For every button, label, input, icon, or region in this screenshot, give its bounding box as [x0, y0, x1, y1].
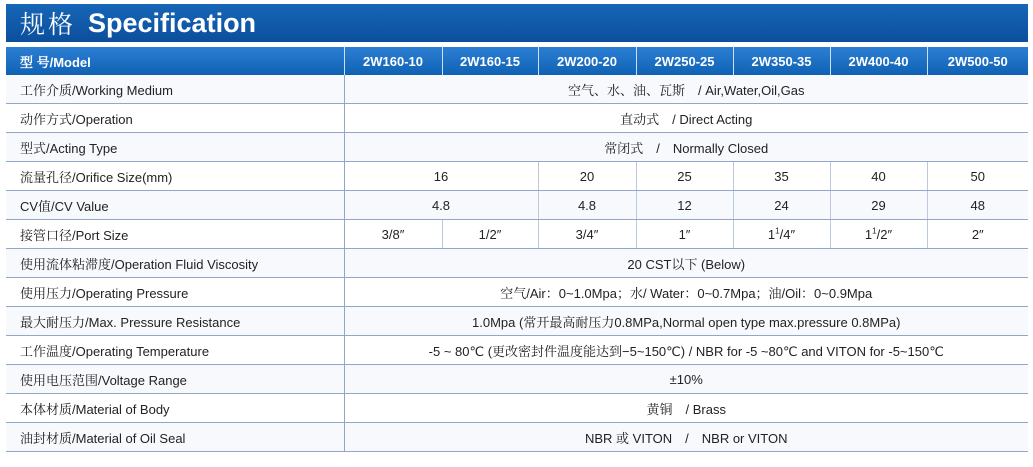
row-value: NBR 或 VITON / NBR or VITON [344, 423, 1028, 452]
model-header-cell: 2W160-15 [442, 47, 538, 75]
model-header-label: 型 号/Model [6, 47, 344, 75]
table-row [6, 104, 1028, 133]
row-label: 工作温度/Operating Temperature [6, 336, 344, 365]
title-english: Specification [88, 7, 257, 38]
row-value: 20 CST以下 (Below) [344, 249, 1028, 278]
row-value: ±10% [344, 365, 1028, 394]
row-label: 最大耐压力/Max. Pressure Resistance [6, 307, 344, 336]
table-row [6, 220, 1028, 249]
port-rest: /4″ [779, 226, 796, 242]
row-label: 本体材质/Material of Body [6, 394, 344, 423]
model-header-cell: 2W200-20 [538, 47, 636, 75]
row-value: 40 [830, 162, 927, 191]
model-header-cell: 2W350-35 [733, 47, 830, 75]
row-value: 3/4″ [538, 220, 636, 249]
table-row [6, 162, 1028, 191]
port-sup: 1 [775, 226, 780, 236]
port-rest: /2″ [876, 226, 893, 242]
row-label: 油封材质/Material of Oil Seal [6, 423, 344, 452]
title-chinese: 规格 [20, 10, 77, 39]
row-value: 4.8 [344, 191, 538, 220]
row-value: 2″ [927, 220, 1028, 249]
row-label: 使用流体粘滞度/Operation Fluid Viscosity [6, 249, 344, 278]
row-value: 黄铜 / Brass [344, 394, 1028, 423]
table-row [6, 336, 1028, 365]
row-value: 3/8″ [344, 220, 442, 249]
table-row [6, 191, 1028, 220]
table-row [6, 365, 1028, 394]
row-value: 1″ [636, 220, 733, 249]
row-value: 常闭式 / Normally Closed [344, 133, 1028, 162]
model-header-cell: 2W500-50 [927, 47, 1028, 75]
row-value: 空气、水、油、瓦斯 / Air,Water,Oil,Gas [344, 75, 1028, 104]
row-value: 35 [733, 162, 830, 191]
table-row [6, 133, 1028, 162]
row-value [830, 220, 927, 249]
row-value: -5 ~ 80℃ (更改密封件温度能达到−5~150℃) / NBR for -5 ~80℃ and VITON for -5~150℃ [344, 336, 1028, 365]
table-row [6, 249, 1028, 278]
row-value: 24 [733, 191, 830, 220]
row-value: 16 [344, 162, 538, 191]
table-row [6, 75, 1028, 104]
row-label: 使用压力/Operating Pressure [6, 278, 344, 307]
port-main: 1 [864, 226, 873, 242]
row-value: 12 [636, 191, 733, 220]
row-value: 25 [636, 162, 733, 191]
row-label: 接管口径/Port Size [6, 220, 344, 249]
row-label: 型式/Acting Type [6, 133, 344, 162]
table-row [6, 307, 1028, 336]
row-value: 1/2″ [442, 220, 538, 249]
title-bar [6, 4, 1028, 42]
row-value: 4.8 [538, 191, 636, 220]
row-value: 29 [830, 191, 927, 220]
row-value: 48 [927, 191, 1028, 220]
row-label: 流量孔径/Orifice Size(mm) [6, 162, 344, 191]
table-row [6, 394, 1028, 423]
row-label: 使用电压范围/Voltage Range [6, 365, 344, 394]
model-header-cell: 2W400-40 [830, 47, 927, 75]
row-value: 50 [927, 162, 1028, 191]
row-value: 20 [538, 162, 636, 191]
model-header-cell: 2W160-10 [344, 47, 442, 75]
model-header-cell: 2W250-25 [636, 47, 733, 75]
row-value: 直动式 / Direct Acting [344, 104, 1028, 133]
header-row [6, 47, 1028, 75]
specification-table [6, 47, 1028, 452]
row-value: 1.0Mpa (常开最高耐压力0.8MPa,Normal open type max.pressure 0.8MPa) [344, 307, 1028, 336]
row-label: CV值/CV Value [6, 191, 344, 220]
table-row [6, 278, 1028, 307]
table-row [6, 423, 1028, 452]
port-main: 1 [767, 226, 776, 242]
row-label: 工作介质/Working Medium [6, 75, 344, 104]
row-value [733, 220, 830, 249]
row-value: 空气/Air：0~1.0Mpa；水/ Water：0~0.7Mpa；油/Oil：0~0.9Mpa [344, 278, 1028, 307]
row-label: 动作方式/Operation [6, 104, 344, 133]
port-sup: 1 [872, 226, 877, 236]
